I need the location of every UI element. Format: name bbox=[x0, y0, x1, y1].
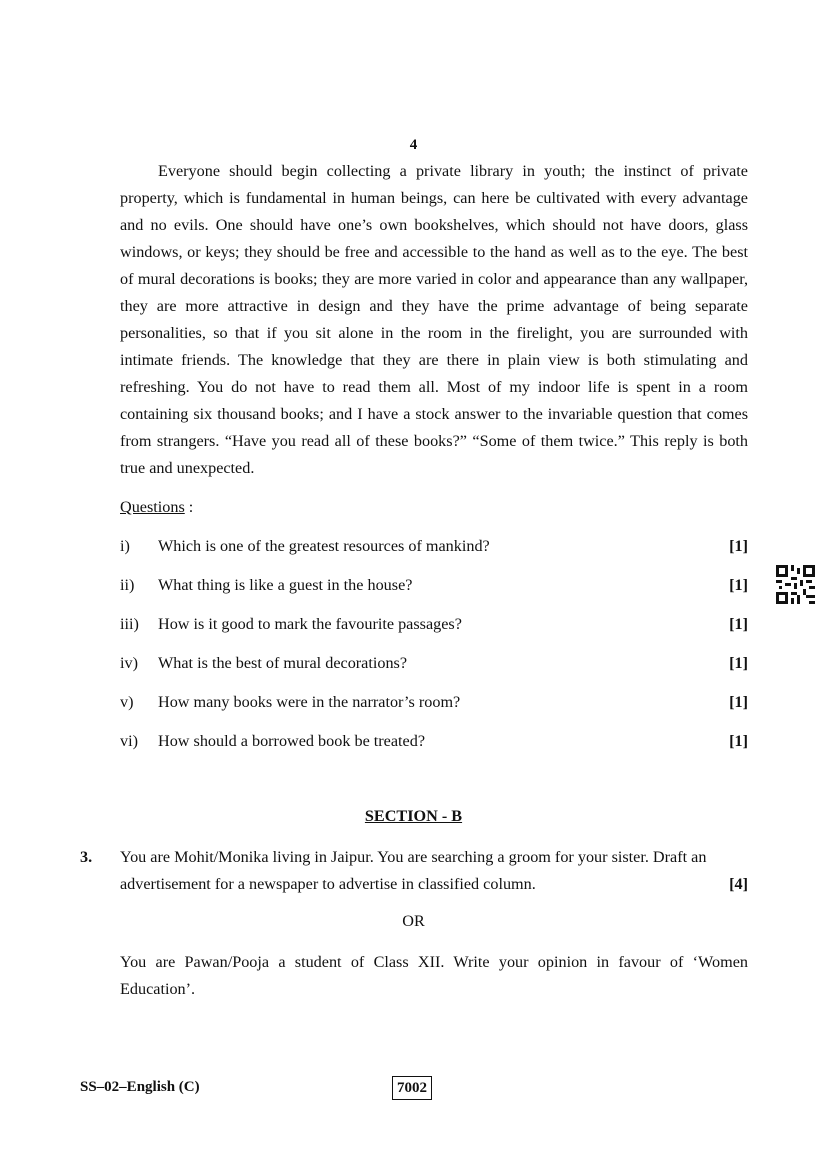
question-item bbox=[120, 535, 748, 557]
question-marks: [1] bbox=[729, 615, 748, 633]
question-text: What is the best of mural decorations? bbox=[158, 654, 408, 672]
question-3-marks: [4] bbox=[729, 875, 748, 893]
question-item bbox=[120, 574, 748, 596]
or-label: OR bbox=[402, 912, 425, 930]
question-3-text bbox=[120, 844, 748, 898]
question-number: vi) bbox=[120, 732, 138, 750]
question-marks: [1] bbox=[729, 537, 748, 555]
questions-heading bbox=[120, 496, 193, 518]
question-item bbox=[120, 730, 748, 752]
footer-subject-code: SS–02–English (C) bbox=[80, 1079, 200, 1095]
question-text: How should a borrowed book be treated? bbox=[158, 732, 426, 750]
question-3-number: 3. bbox=[80, 848, 93, 866]
question-text: Which is one of the greatest resources of mankind? bbox=[158, 537, 490, 555]
question-3-line-2-row bbox=[120, 871, 748, 898]
qr-code-icon bbox=[776, 565, 815, 604]
question-number: ii) bbox=[120, 576, 135, 594]
question-marks: [1] bbox=[729, 654, 748, 672]
question-item bbox=[120, 691, 748, 713]
question-text: How is it good to mark the favourite passages? bbox=[158, 615, 462, 633]
question-number: iii) bbox=[120, 615, 139, 633]
question-3-alternative: You are Pawan/Pooja a student of Class XII. Write your opinion in favour of ‘Women Education’. bbox=[120, 953, 748, 998]
question-number: iv) bbox=[120, 654, 138, 672]
question-text: What thing is like a guest in the house? bbox=[158, 576, 413, 594]
question-marks: [1] bbox=[729, 576, 748, 594]
question-marks: [1] bbox=[729, 732, 748, 750]
question-3-line-1: You are Mohit/Monika living in Jaipur. You are searching a groom for your sister. Draft an bbox=[120, 848, 707, 866]
reading-passage: Everyone should begin collecting a private library in youth; the instinct of private property, which is fundamental in human beings, can here be cultivated with every advantage and no evils. One should have one’s own bookshelves, which should not have doors, glass windows, or keys; they should be free and accessible to the hand as well as to the eye. The best of mural decorations is books; they are more varied in color and appearance than any wallpaper, they are more attractive in design and they have the prime advantage of being separate personalities, so that if you sit alone in the room in the firelight, you are surrounded with intimate friends. The knowledge that they are there in plain view is both stimulating and refreshing. You do not have to read them all. Most of my indoor life is spent in a room containing six thousand books; and I have a stock answer to the invariable question that comes from strangers. “Have you read all of these books?” “Some of them twice.” This reply is both true and unexpected. bbox=[120, 162, 748, 477]
question-item bbox=[120, 652, 748, 674]
footer-paper-number: 7002 bbox=[392, 1076, 432, 1100]
question-text: How many books were in the narrator’s room? bbox=[158, 693, 461, 711]
questions-heading-colon: : bbox=[184, 498, 194, 516]
questions-heading-label: Questions bbox=[120, 498, 185, 516]
question-number: v) bbox=[120, 693, 134, 711]
page-number: 4 bbox=[409, 137, 418, 153]
question-3-line-2: advertisement for a newspaper to advertise in classified column. bbox=[120, 875, 536, 893]
section-b-heading: SECTION - B bbox=[364, 807, 463, 825]
question-item bbox=[120, 613, 748, 635]
question-number: i) bbox=[120, 537, 130, 555]
question-marks: [1] bbox=[729, 693, 748, 711]
